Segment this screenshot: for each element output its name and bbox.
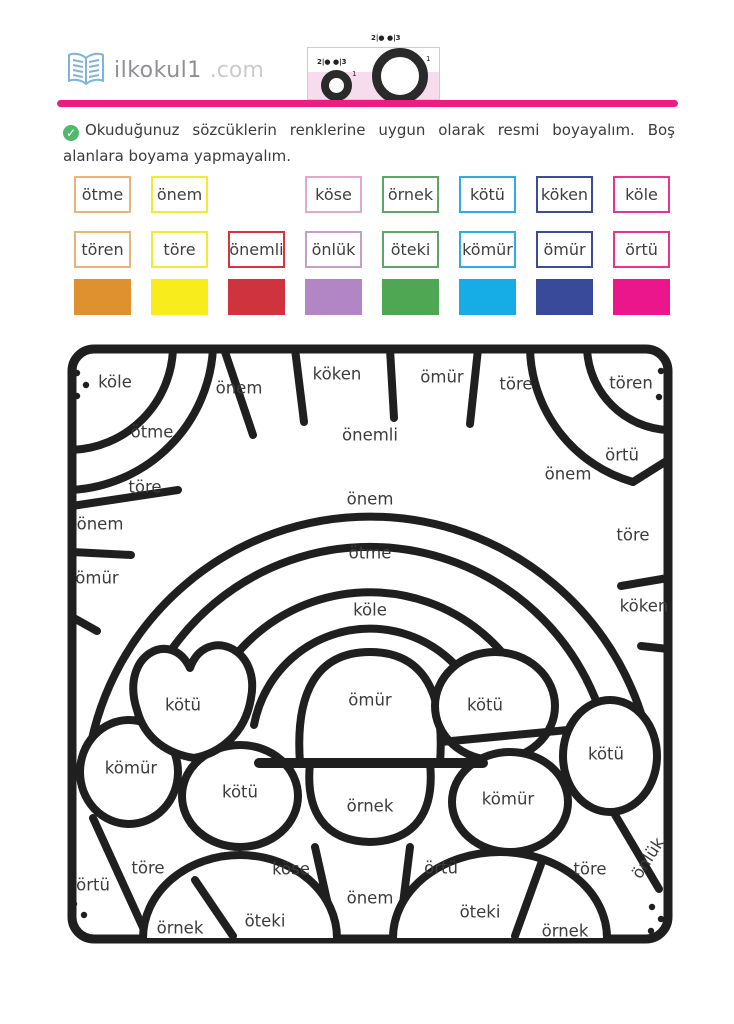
region-word-label: kötü bbox=[222, 782, 258, 802]
region-word-label: töre bbox=[499, 374, 533, 394]
region-word-label: köken bbox=[312, 364, 362, 384]
legend-row-2 bbox=[74, 231, 670, 268]
region-word-label: kömür bbox=[481, 789, 535, 809]
coloring-picture bbox=[63, 340, 677, 948]
region-word-label: ömür bbox=[420, 367, 464, 387]
region-word-label: önem bbox=[76, 514, 124, 534]
region-word-label: kötü bbox=[165, 695, 201, 715]
color-swatch bbox=[536, 279, 593, 315]
legend-word-chip: töre bbox=[151, 231, 208, 268]
region-word-label: köle bbox=[353, 600, 387, 620]
legend-word-chip: köle bbox=[613, 176, 670, 213]
color-swatch bbox=[151, 279, 208, 315]
header-decoration-wheels bbox=[307, 34, 440, 100]
legend-word-chip: önlük bbox=[305, 231, 362, 268]
region-word-label: köle bbox=[98, 372, 132, 392]
instruction-text bbox=[63, 117, 675, 170]
legend-word-chip: tören bbox=[74, 231, 131, 268]
divider-bar bbox=[57, 100, 678, 107]
color-swatch bbox=[382, 279, 439, 315]
color-swatch bbox=[74, 279, 131, 315]
legend-word-chip: önemli bbox=[228, 231, 285, 268]
region-word-label: töre bbox=[128, 477, 162, 497]
legend-word-chip: önem bbox=[151, 176, 208, 213]
legend-word-chip: köken bbox=[536, 176, 593, 213]
region-word-label: önem bbox=[346, 888, 394, 908]
legend-word-chip: kötü bbox=[459, 176, 516, 213]
region-word-label: ömür bbox=[75, 568, 119, 588]
color-swatch bbox=[305, 279, 362, 315]
instruction-sentence: Okuduğunuz sözcüklerin renklerine uygun olarak resmi boyayalım. Boş alanlara boyama yapmayalım. bbox=[63, 121, 675, 166]
color-swatch bbox=[459, 279, 516, 315]
region-word-label: kömür bbox=[104, 758, 158, 778]
region-word-label: önem bbox=[346, 489, 394, 509]
check-icon: ✓ bbox=[63, 125, 79, 141]
region-word-label: önemli bbox=[342, 425, 398, 445]
legend-word-chip: kömür bbox=[459, 231, 516, 268]
count-marks: 2|● ●|3 bbox=[371, 34, 401, 42]
region-word-label: örnek bbox=[541, 921, 589, 941]
region-word-label: töre bbox=[131, 858, 165, 878]
region-word-label: ömür bbox=[348, 690, 392, 710]
color-swatch bbox=[228, 279, 285, 315]
legend-word-chip: örnek bbox=[382, 176, 439, 213]
region-word-label: önlük bbox=[627, 833, 669, 883]
region-word-label: köse bbox=[272, 859, 310, 879]
color-swatch bbox=[613, 279, 670, 315]
region-word-label: ötme bbox=[348, 543, 392, 563]
region-word-label: öteki bbox=[459, 902, 501, 922]
region-word-label: töre bbox=[616, 525, 650, 545]
region-word-label: köken bbox=[619, 596, 669, 616]
region-word-label: öteki bbox=[244, 911, 286, 931]
region-word-label: kötü bbox=[588, 744, 624, 764]
legend-row-1 bbox=[74, 176, 670, 213]
logo-text: ilkokul1 bbox=[114, 57, 202, 83]
legend-word-chip: örtü bbox=[613, 231, 670, 268]
region-word-label: kötü bbox=[467, 695, 503, 715]
wheel-small bbox=[321, 70, 352, 101]
region-word-label: önem bbox=[215, 378, 263, 398]
count-marks: 2|● ●|3 bbox=[317, 58, 347, 66]
region-word-label: örtü bbox=[76, 875, 110, 895]
region-word-label: tören bbox=[609, 373, 653, 393]
legend-word-chip: ötme bbox=[74, 176, 131, 213]
region-word-label: örtü bbox=[424, 858, 458, 878]
region-word-label: örnek bbox=[346, 796, 394, 816]
legend-word-chip: öteki bbox=[382, 231, 439, 268]
legend-word-chip: köse bbox=[305, 176, 362, 213]
region-word-label: töre bbox=[573, 859, 607, 879]
logo-tld: .com bbox=[209, 57, 264, 83]
arc-number: 1 bbox=[352, 70, 357, 78]
logo-link[interactable] bbox=[66, 52, 264, 88]
region-word-label: örtü bbox=[605, 445, 639, 465]
wheel-big bbox=[372, 48, 431, 104]
legend-swatches bbox=[74, 279, 670, 315]
region-word-label: örnek bbox=[156, 918, 204, 938]
region-word-label: ötme bbox=[130, 422, 174, 442]
arc-number: 1 bbox=[426, 55, 431, 63]
book-icon bbox=[66, 52, 106, 88]
region-word-label: önem bbox=[544, 464, 592, 484]
legend-word-chip: ömür bbox=[536, 231, 593, 268]
